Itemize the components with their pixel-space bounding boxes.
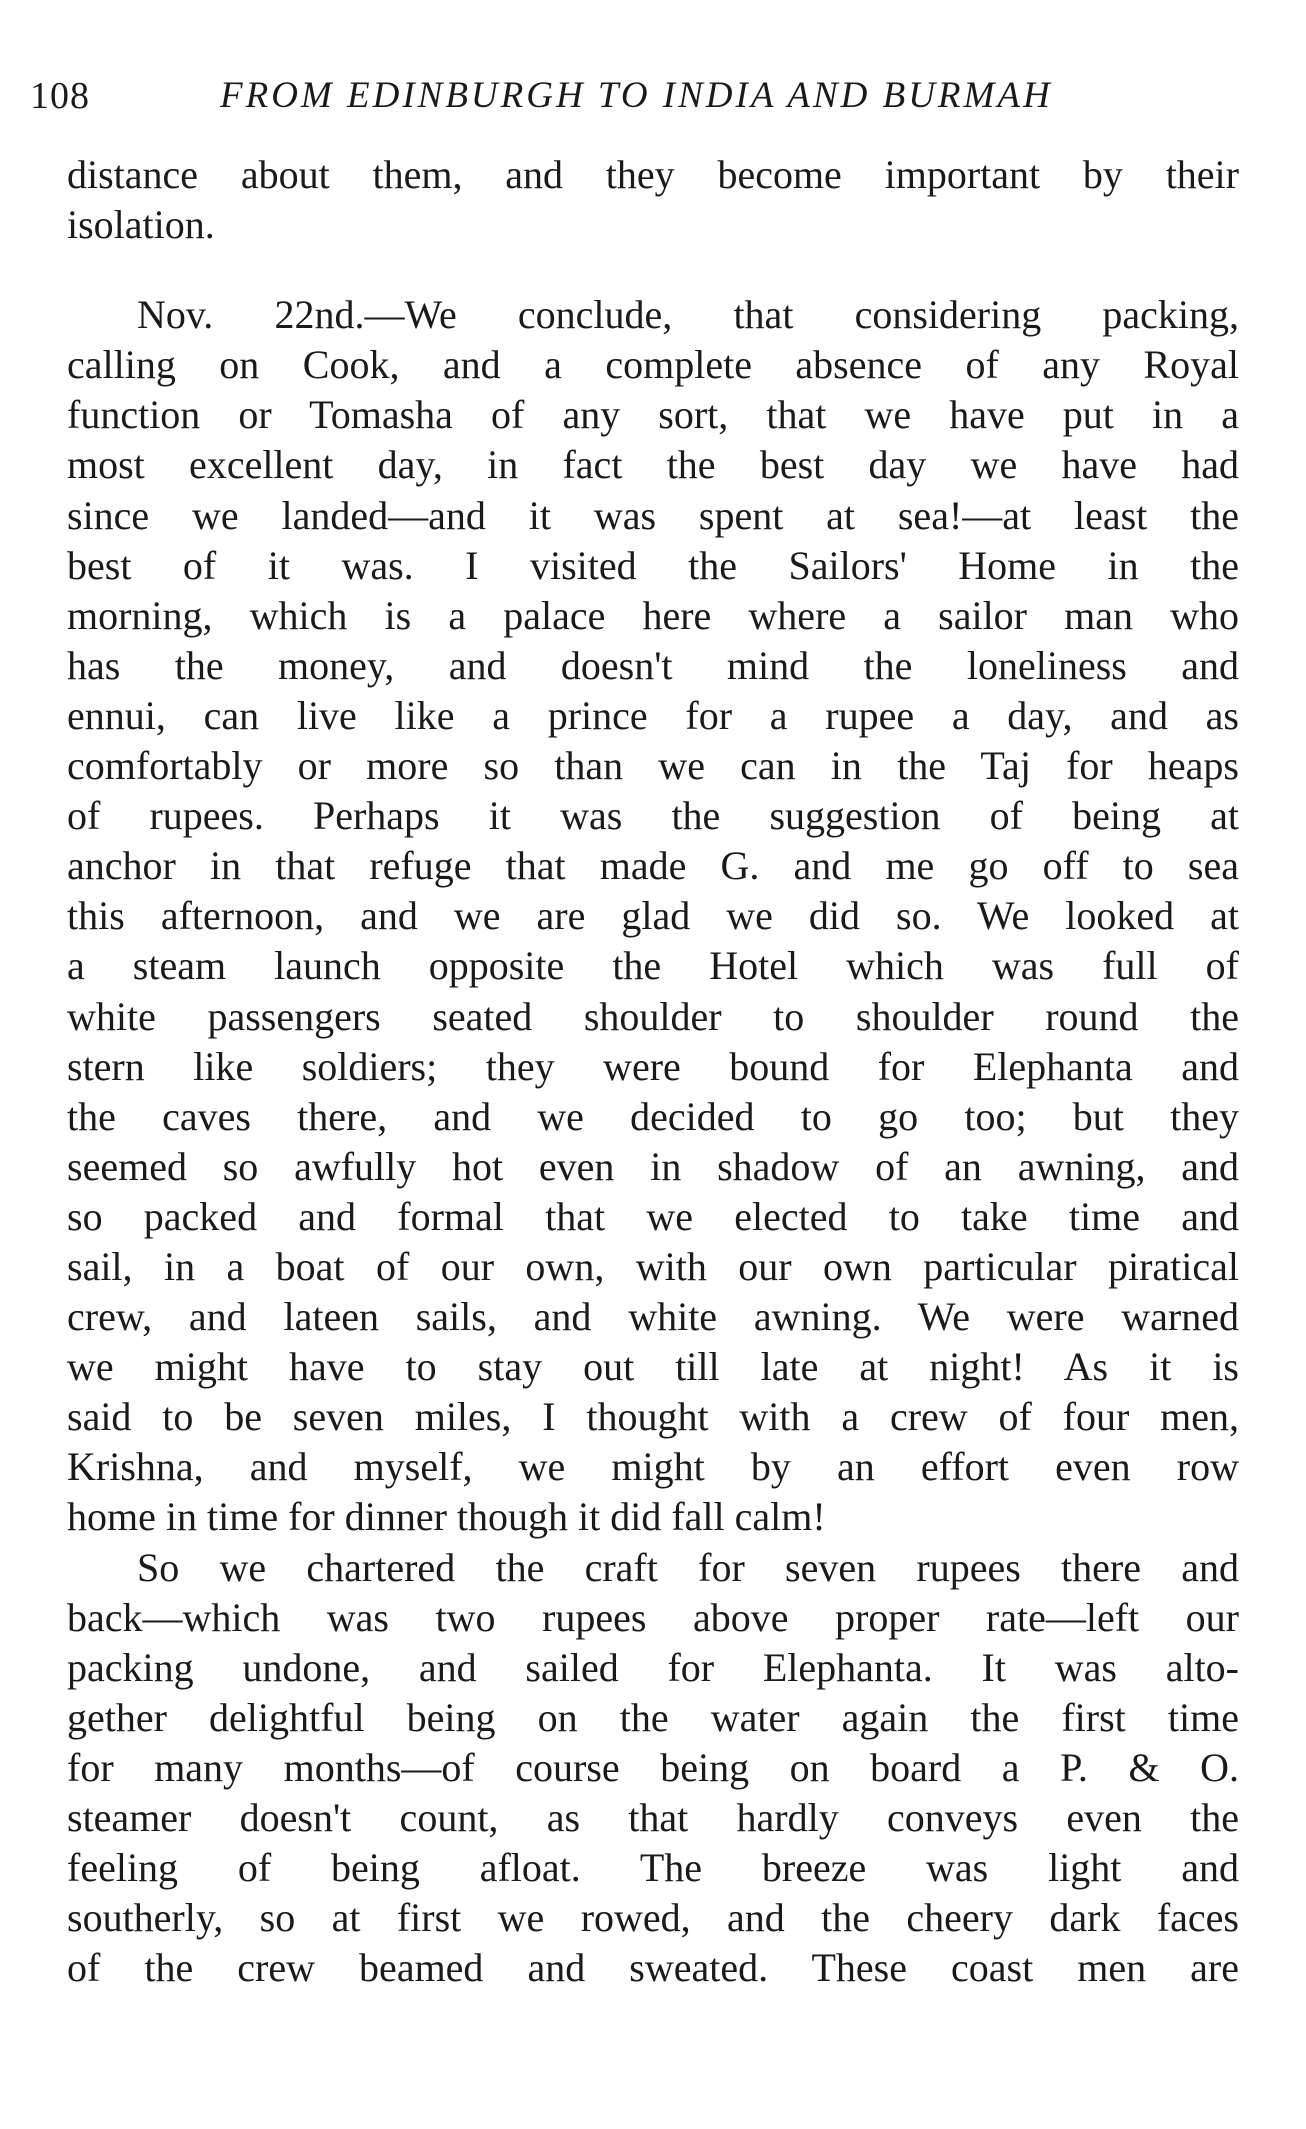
text-line: Nov. 22nd.—We conclude, that considering packing, xyxy=(137,292,1239,338)
text-line: southerly, so at first we rowed, and the cheery dark faces xyxy=(67,1895,1239,1941)
text-line: this afternoon, and we are glad we did so. We looked at xyxy=(67,893,1239,939)
text-line: since we landed—and it was spent at sea!—at least the xyxy=(67,492,1239,538)
text-line: most excellent day, in fact the best day we have had xyxy=(67,442,1239,488)
text-line: so packed and formal that we elected to take time and xyxy=(67,1193,1239,1239)
text-line: best of it was. I visited the Sailors' Home in the xyxy=(67,542,1239,588)
text-line: Krishna, and myself, we might by an effort even row xyxy=(67,1444,1239,1490)
text-line: So we chartered the craft for seven rupees there and xyxy=(137,1544,1239,1590)
text-line: white passengers seated shoulder to shoulder round the xyxy=(67,993,1239,1039)
text-line: a steam launch opposite the Hotel which was full of xyxy=(67,943,1239,989)
text-line: gether delightful being on the water again the first time xyxy=(67,1694,1239,1740)
body-text xyxy=(67,150,1239,1993)
text-line: home in time for dinner though it did fall calm! xyxy=(67,1494,826,1540)
text-line: sail, in a boat of our own, with our own particular piratical xyxy=(67,1243,1239,1289)
text-line: morning, which is a palace here where a sailor man who xyxy=(67,592,1239,638)
text-line: packing undone, and sailed for Elephanta. It was alto- xyxy=(67,1644,1239,1690)
text-line: comfortably or more so than we can in the Taj for heaps xyxy=(67,743,1239,789)
running-title: FROM EDINBURGH TO INDIA AND BURMAH xyxy=(220,75,1053,116)
paragraph-gap xyxy=(67,250,1239,290)
text-line: steamer doesn't count, as that hardly conveys even the xyxy=(67,1795,1239,1840)
text-line: calling on Cook, and a complete absence of any Royal xyxy=(67,342,1239,388)
text-line: feeling of being afloat. The breeze was light and xyxy=(67,1845,1239,1891)
text-line: said to be seven miles, I thought with a crew of four men, xyxy=(67,1394,1239,1440)
page-number: 108 xyxy=(30,75,90,117)
text-line: back—which was two rupees above proper rate—left our xyxy=(67,1594,1239,1640)
text-line: seemed so awfully hot even in shadow of an awning, and xyxy=(67,1143,1239,1189)
text-line: isolation. xyxy=(67,202,215,248)
text-line: anchor in that refuge that made G. and me go off to sea xyxy=(67,843,1239,889)
text-line: has the money, and doesn't mind the loneliness and xyxy=(67,642,1239,688)
text-line: ennui, can live like a prince for a rupee a day, and as xyxy=(67,692,1239,738)
text-line: of rupees. Perhaps it was the suggestion of being at xyxy=(67,793,1239,839)
text-line: distance about them, and they become important by their xyxy=(67,152,1239,197)
text-line: stern like soldiers; they were bound for Elephanta and xyxy=(67,1043,1239,1089)
running-head xyxy=(30,66,1230,126)
text-line: function or Tomasha of any sort, that we have put in a xyxy=(67,392,1239,438)
text-line: for many months—of course being on board a P. & O. xyxy=(67,1744,1239,1790)
text-line: of the crew beamed and sweated. These coast men are xyxy=(67,1945,1239,1991)
text-line: the caves there, and we decided to go too; but they xyxy=(67,1093,1239,1139)
text-line: crew, and lateen sails, and white awning. We were warned xyxy=(67,1294,1239,1340)
text-line: we might have to stay out till late at night! As it is xyxy=(67,1344,1239,1390)
